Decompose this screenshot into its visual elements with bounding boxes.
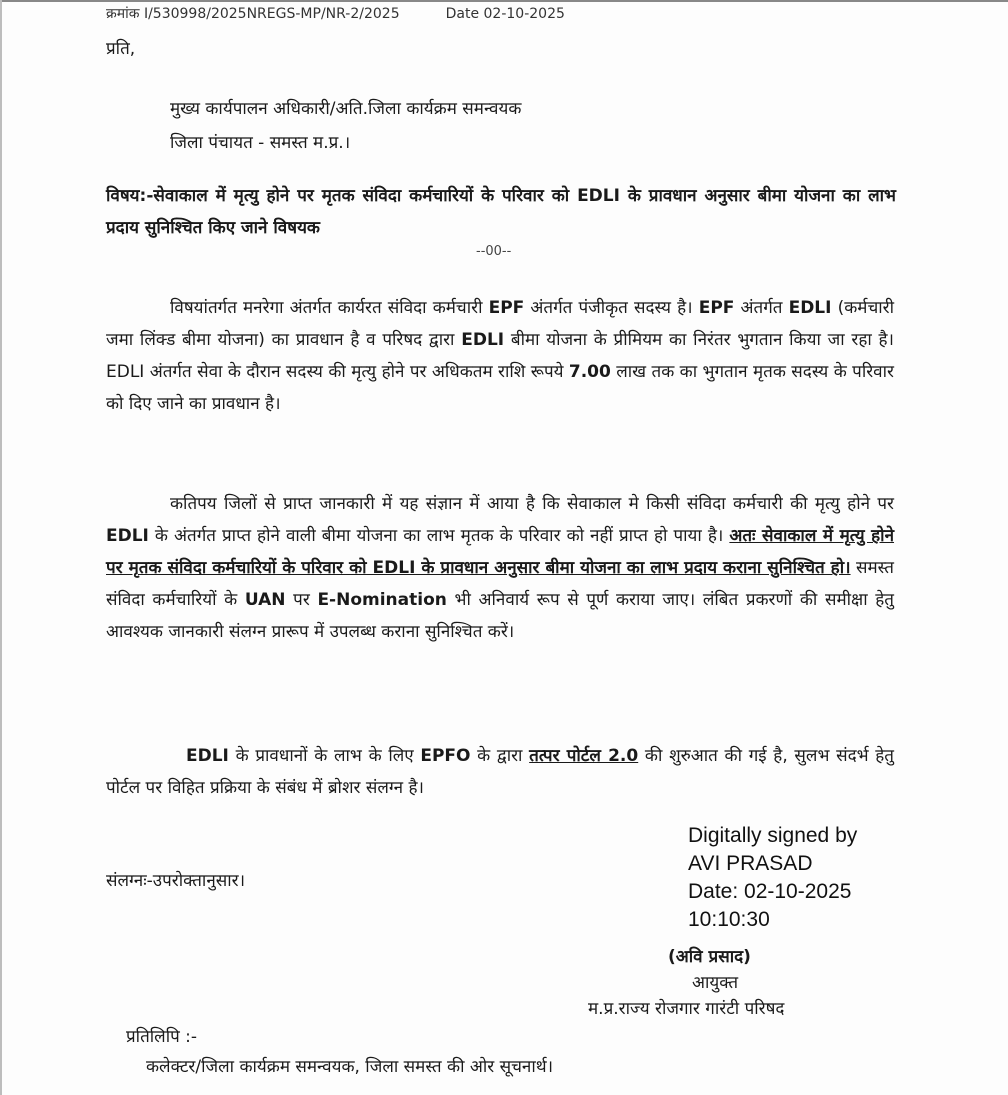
p2-uan: UAN [244, 590, 286, 610]
addressee-line-2: जिला पंचायत - समस्त म.प्र.। [170, 133, 351, 153]
p3-portal-name: तत्पर पोर्टल 2.0 [529, 746, 639, 766]
p3-text: की शुरुआत की गई है, सुलभ संदर्भ हेतु पोर्टल पर विहित प्रक्रिया के संबंध में ब्रोशर संलग्न है। [106, 746, 894, 798]
p3-text: के द्वारा [470, 746, 530, 766]
p1-edli: EDLI [788, 298, 832, 318]
copy-label: प्रतिलिपि :- [126, 1027, 198, 1047]
addressee-line-1: मुख्य कार्यपालन अधिकारी/अति.जिला कार्यक्रम समन्वयक [170, 99, 522, 119]
officer-designation: आयुक्त [692, 973, 739, 993]
p2-directive: अतः सेवाकाल में मृत्यु होने पर मृतक संविदा कर्मचारियों के परिवार को EDLI के प्रावधान अनुसार बीमा योजना का लाभ प्रदाय कराना सुनिश्चित हो। [106, 526, 895, 578]
p2-text: के अंतर्गत प्राप्त होने वाली बीमा योजना का लाभ मृतक के परिवार को नहीं प्राप्त हो पाया है। [148, 526, 730, 546]
p1-epf: EPF [698, 298, 735, 318]
p2-text: कतिपय जिलों से प्राप्त जानकारी में यह संज्ञान में आया है कि सेवाकाल मे किसी संविदा कर्मचारी की मृत्यु होने पर [170, 494, 894, 514]
p3-text: के प्रावधानों के लाभ के लिए [228, 746, 421, 766]
officer-name: (अवि प्रसाद) [668, 947, 751, 967]
enclosure: संलग्नः-उपरोक्तानुसार। [106, 871, 246, 891]
paragraph-1 [106, 292, 894, 420]
top-border [2, 0, 1008, 2]
letter-date: Date 02-10-2025 [445, 6, 565, 22]
p1-epf: EPF [488, 298, 525, 318]
copy-recipient: कलेक्टर/जिला कार्यक्रम समन्वयक, जिला समस्त की ओर सूचनार्थ। [146, 1057, 554, 1077]
paragraph-2 [106, 488, 894, 648]
p1-text: बीमा योजना के प्रीमियम का निरंतर भुगतान किया जा रहा है। EDLI अंतर्गत सेवा के दौरान सदस्य की मृत्यु होने पर अधिकतम राशि रूपये [106, 330, 894, 382]
p1-edli: EDLI [461, 330, 505, 350]
signature-signer: AVI PRASAD [688, 852, 813, 875]
reference-number: क्रमांक I/530998/2025NREGS-MP/NR-2/2025 [106, 6, 400, 22]
p1-text: विषयांतर्गत मनरेगा अंतर्गत कार्यरत संविदा कर्मचारी [170, 298, 489, 318]
officer-organization: म.प्र.राज्य रोजगार गारंटी परिषद [588, 999, 785, 1019]
p2-text: पर [285, 590, 318, 610]
p1-text: अंतर्गत पंजीकृत सदस्य है। [524, 298, 699, 318]
signature-date: Date: 02-10-2025 [688, 880, 852, 903]
p3-edli: EDLI [186, 746, 229, 766]
p2-edli: EDLI [106, 526, 149, 546]
digital-signature [688, 822, 888, 934]
p1-text: (कर्मचारी जमा लिंक्ड बीमा योजना) का प्रावधान है व परिषद द्वारा [106, 298, 894, 350]
p1-amount: 7.00 [568, 362, 611, 382]
p2-text: भी अनिवार्य रूप से पूर्ण कराया जाए। लंबित प्रकरणों की समीक्षा हेतु आवश्यक जानकारी संलग्न प्रारूप में उपलब्ध कराना सुनिश्चित करें। [106, 590, 894, 642]
reference-line [106, 4, 565, 23]
divider-mark: --00-- [476, 244, 512, 259]
p1-text: अंतर्गत [734, 298, 789, 318]
p2-text: समस्त संविदा कर्मचारियों के [106, 558, 894, 610]
subject: विषय:-सेवाकाल में मृत्यु होने पर मृतक संविदा कर्मचारियों के परिवार को EDLI के प्रावधान अनुसार बीमा योजना का लाभ प्रदाय सुनिश्चित किए जाने विषयक [106, 186, 896, 238]
paragraph-3 [106, 740, 894, 804]
p3-epfo: EPFO [420, 746, 471, 766]
p1-text: लाख तक का भुगतान मृतक सदस्य के परिवार को दिए जाने का प्रावधान है। [106, 362, 894, 414]
salutation: प्रति, [106, 39, 136, 59]
signature-time: 10:10:30 [688, 908, 770, 931]
signature-line-1: Digitally signed by [688, 824, 858, 847]
p2-enomination: E-Nomination [317, 590, 447, 610]
